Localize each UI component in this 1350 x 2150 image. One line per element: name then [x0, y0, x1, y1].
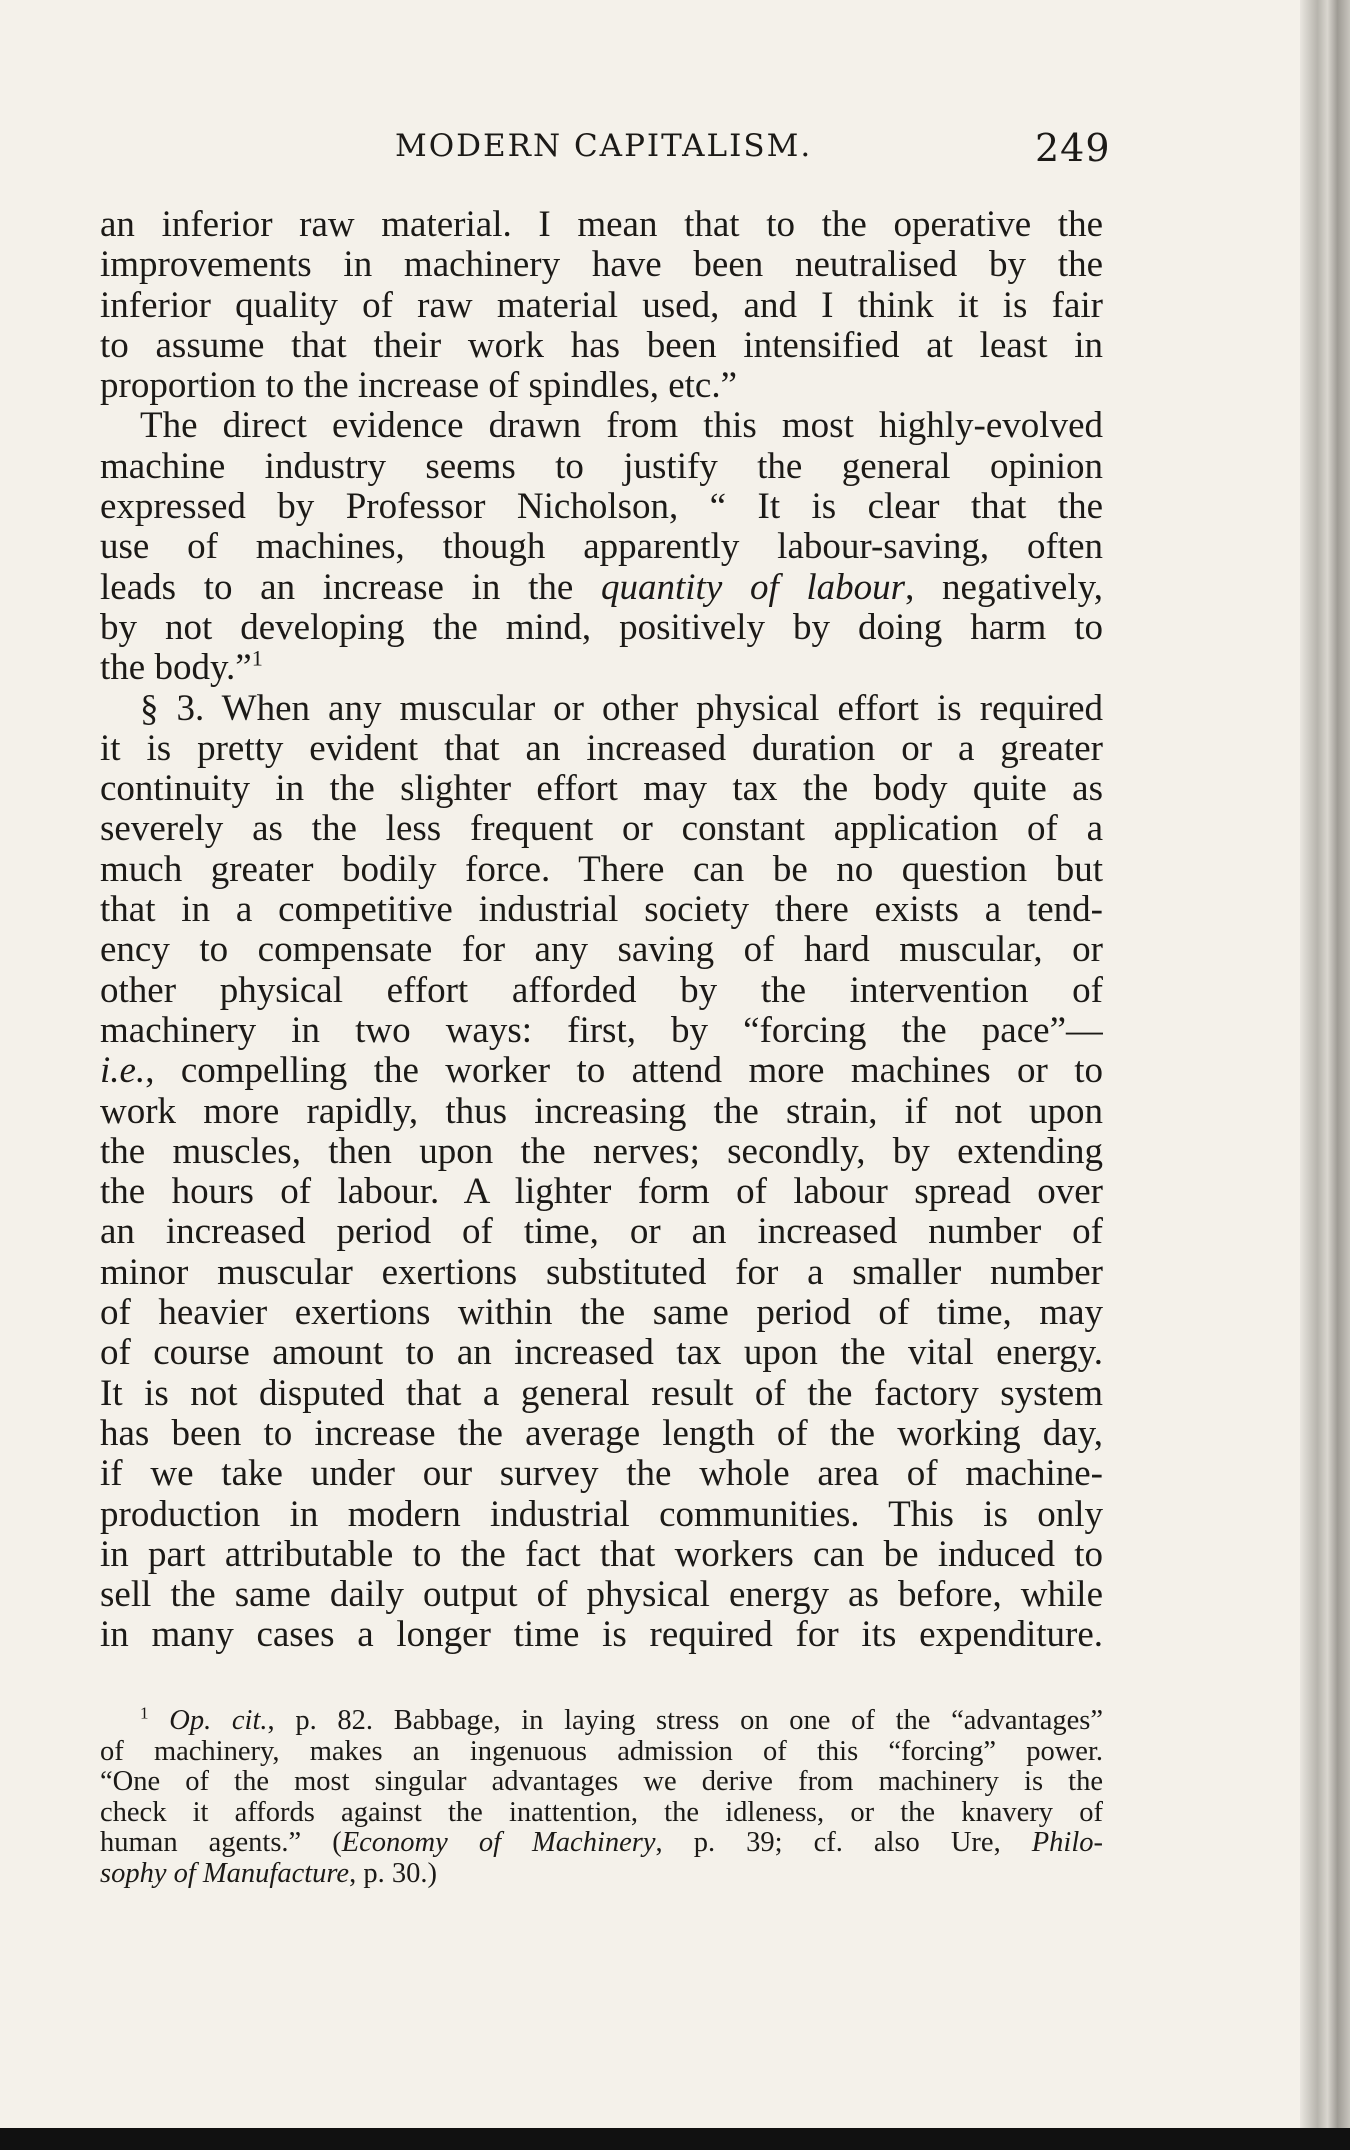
text-line: much greater bodily force. There can be no question but [100, 849, 1103, 890]
italic-phrase: Economy of Machinery [341, 1828, 656, 1858]
text-line: minor muscular exertions substituted for a smaller number [100, 1252, 1103, 1293]
text-line: ency to compensate for any saving of hard muscular, or [100, 930, 1103, 971]
footnote-line: check it affords against the inattention, the idleness, or the knavery of [100, 1797, 1103, 1828]
text-line: machinery in two ways: first, by “forcing the pace”— [100, 1010, 1103, 1051]
text-line: in part attributable to the fact that workers can be induced to [100, 1534, 1103, 1575]
text-line: the hours of labour. A lighter form of labour spread over [100, 1172, 1103, 1213]
footnote-line: of machinery, makes an ingenuous admission of this “forcing” power. [100, 1736, 1103, 1767]
text-line: an inferior raw material. I mean that to the operative the [100, 205, 1103, 245]
text-line: The direct evidence drawn from this most highly-evolved [140, 406, 1103, 447]
text-run: , compelling the worker to attend more machines or to [145, 1051, 1103, 1092]
italic-phrase: Op. cit. [169, 1706, 268, 1736]
text-line: to assume that their work has been intensified at least in [100, 325, 1103, 366]
italic-phrase: quantity of labour [601, 567, 906, 608]
text-line: inferior quality of raw material used, and I think it is fair [100, 285, 1103, 326]
italic-phrase: Philo- [1031, 1828, 1103, 1858]
text-run: leads to an increase in the [100, 567, 601, 608]
text-line: the muscles, then upon the nerves; secondly, by extending [100, 1131, 1103, 1172]
text-line [100, 1051, 1103, 1091]
footnote-marker: 1 [140, 1706, 149, 1723]
text-line: of course amount to an increased tax upon the vital energy. [100, 1333, 1103, 1374]
text-run: the body.” [100, 648, 252, 689]
text-line: continuity in the slighter effort may tax the body quite as [100, 769, 1103, 810]
text-line: by not developing the mind, positively by doing harm to [100, 607, 1103, 648]
text-line: production in modern industrial communities. This is only [100, 1494, 1103, 1535]
text-line: use of machines, though apparently labour-saving, often [100, 527, 1103, 568]
text-line: It is not disputed that a general result of the factory system [100, 1373, 1103, 1414]
italic-phrase: sophy of Manufacture [100, 1858, 350, 1889]
text-line [100, 568, 1103, 608]
running-head-title: MODERN CAPITALISM. [395, 128, 813, 164]
text-line: expressed by Professor Nicholson, “ It is clear that the [100, 487, 1103, 528]
text-line: other physical effort afforded by the intervention of [100, 970, 1103, 1011]
page-number: 249 [1035, 126, 1111, 170]
text-line: if we take under our survey the whole area of machine- [100, 1454, 1103, 1495]
text-line: that in a competitive industrial society there exists a tend- [100, 890, 1103, 931]
text-line: severely as the less frequent or constant application of a [100, 809, 1103, 850]
footnote-line [100, 1859, 1103, 1890]
text-run: , p. 82. Babbage, in laying stress on one of the “advantages” [267, 1706, 1103, 1736]
text-line [100, 648, 1103, 688]
footnote [100, 1706, 1103, 1889]
footnote-line: “One of the most singular advantages we derive from machinery is the [100, 1767, 1103, 1797]
text-run: , p. 30.) [349, 1858, 437, 1889]
text-line: in many cases a longer time is required for its expenditure. [100, 1615, 1103, 1656]
footnote-reference: 1 [251, 648, 263, 671]
text-line: machine industry seems to justify the general opinion [100, 446, 1103, 487]
text-line: work more rapidly, thus increasing the strain, if not upon [100, 1091, 1103, 1132]
footnote-line [100, 1706, 1103, 1737]
section-start-line: § 3. When any muscular or other physical effort is required [140, 688, 1103, 729]
text-run: , negatively, [905, 567, 1103, 608]
text-line: has been to increase the average length of the working day, [100, 1413, 1103, 1454]
italic-phrase: i.e. [100, 1051, 146, 1092]
footnote-line [100, 1828, 1103, 1859]
book-binding-edge [1300, 0, 1350, 2150]
text-line: it is pretty evident that an increased duration or a greater [100, 728, 1103, 769]
text-line: proportion to the increase of spindles, etc.” [100, 366, 738, 407]
text-run: human agents.” ( [100, 1828, 342, 1858]
body-text [100, 205, 1103, 1656]
text-line: sell the same daily output of physical energy as before, while [100, 1575, 1103, 1616]
text-line: of heavier exertions within the same period of time, may [100, 1293, 1103, 1334]
text-line: improvements in machinery have been neutralised by the [100, 245, 1103, 286]
scan-bottom-edge [0, 2128, 1350, 2150]
text-run: , p. 39; cf. also Ure, [655, 1828, 1032, 1858]
text-line: an increased period of time, or an increased number of [100, 1212, 1103, 1253]
